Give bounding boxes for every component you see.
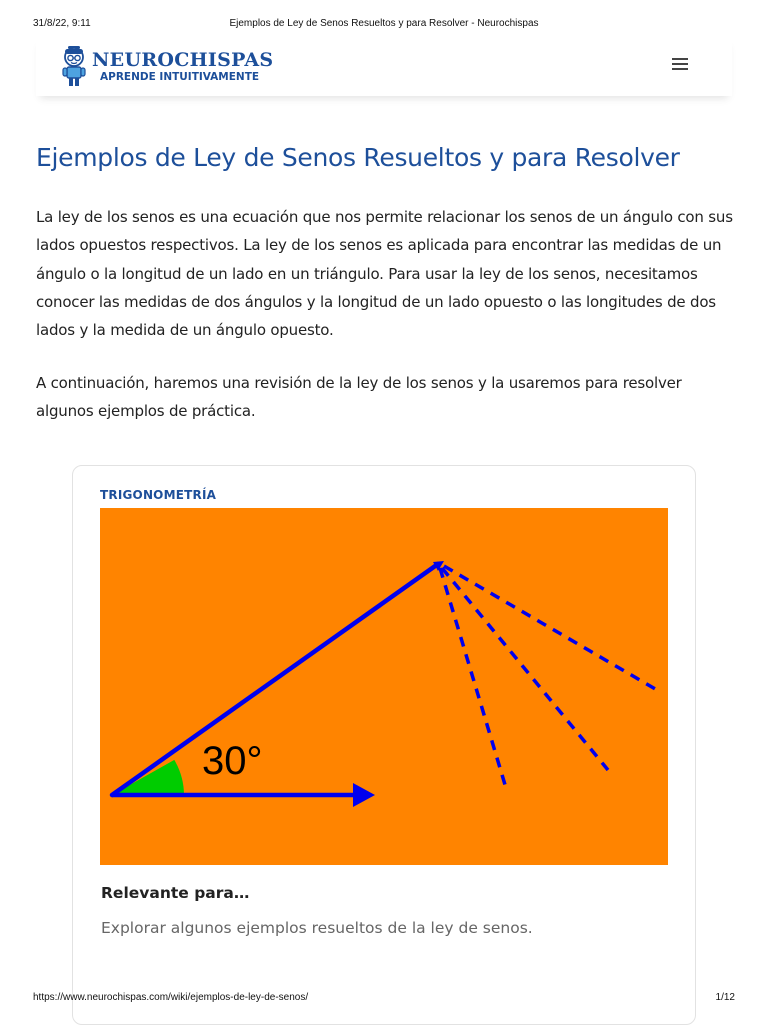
brand-name: NEUROCHISPAS [92, 49, 274, 71]
brand-tagline: APRENDE INTUITIVAMENTE [100, 71, 260, 83]
card-image[interactable] [100, 508, 668, 865]
mascot-icon [62, 46, 86, 88]
card-category[interactable]: TRIGONOMETRÍA [100, 488, 217, 502]
site-header [36, 36, 732, 96]
site-logo[interactable] [62, 45, 273, 89]
print-header [0, 18, 768, 32]
print-date: 31/8/22, 9:11 [33, 18, 91, 29]
image-background [100, 508, 668, 865]
print-title: Ejemplos de Ley de Senos Resueltos y para Resolver - Neurochispas [229, 18, 539, 29]
angle-label: 30° [202, 739, 263, 783]
intro-paragraph-2: A continuación, haremos una revisión de la ley de los senos y la usaremos para resolver algunos ejemplos de práctica. [36, 374, 682, 421]
page-title: Ejemplos de Ley de Senos Resueltos y para Resolver [36, 143, 680, 172]
print-page-number: 1/12 [715, 992, 735, 1003]
print-footer [0, 992, 768, 1006]
relevant-text: Explorar algunos ejemplos resueltos de la ley de senos. [101, 919, 533, 937]
intro-paragraph: La ley de los senos es una ecuación que nos permite relacionar los senos de un ángulo con sus lados opuestos respectivos. La ley de los senos es aplicada para encontrar las medidas de un ángulo o la longitud de un lado en un triángulo. Para usar la ley de los senos, necesitamos conocer las medidas de dos ángulos y la longitud de un lado opuesto o las longitudes de dos lados y la medida de un ángulo opuesto. [36, 208, 733, 340]
hamburger-icon[interactable] [672, 58, 688, 72]
print-url: https://www.neurochispas.com/wiki/ejemplos-de-ley-de-senos/ [33, 992, 309, 1003]
relevant-label: Relevante para… [101, 884, 250, 902]
